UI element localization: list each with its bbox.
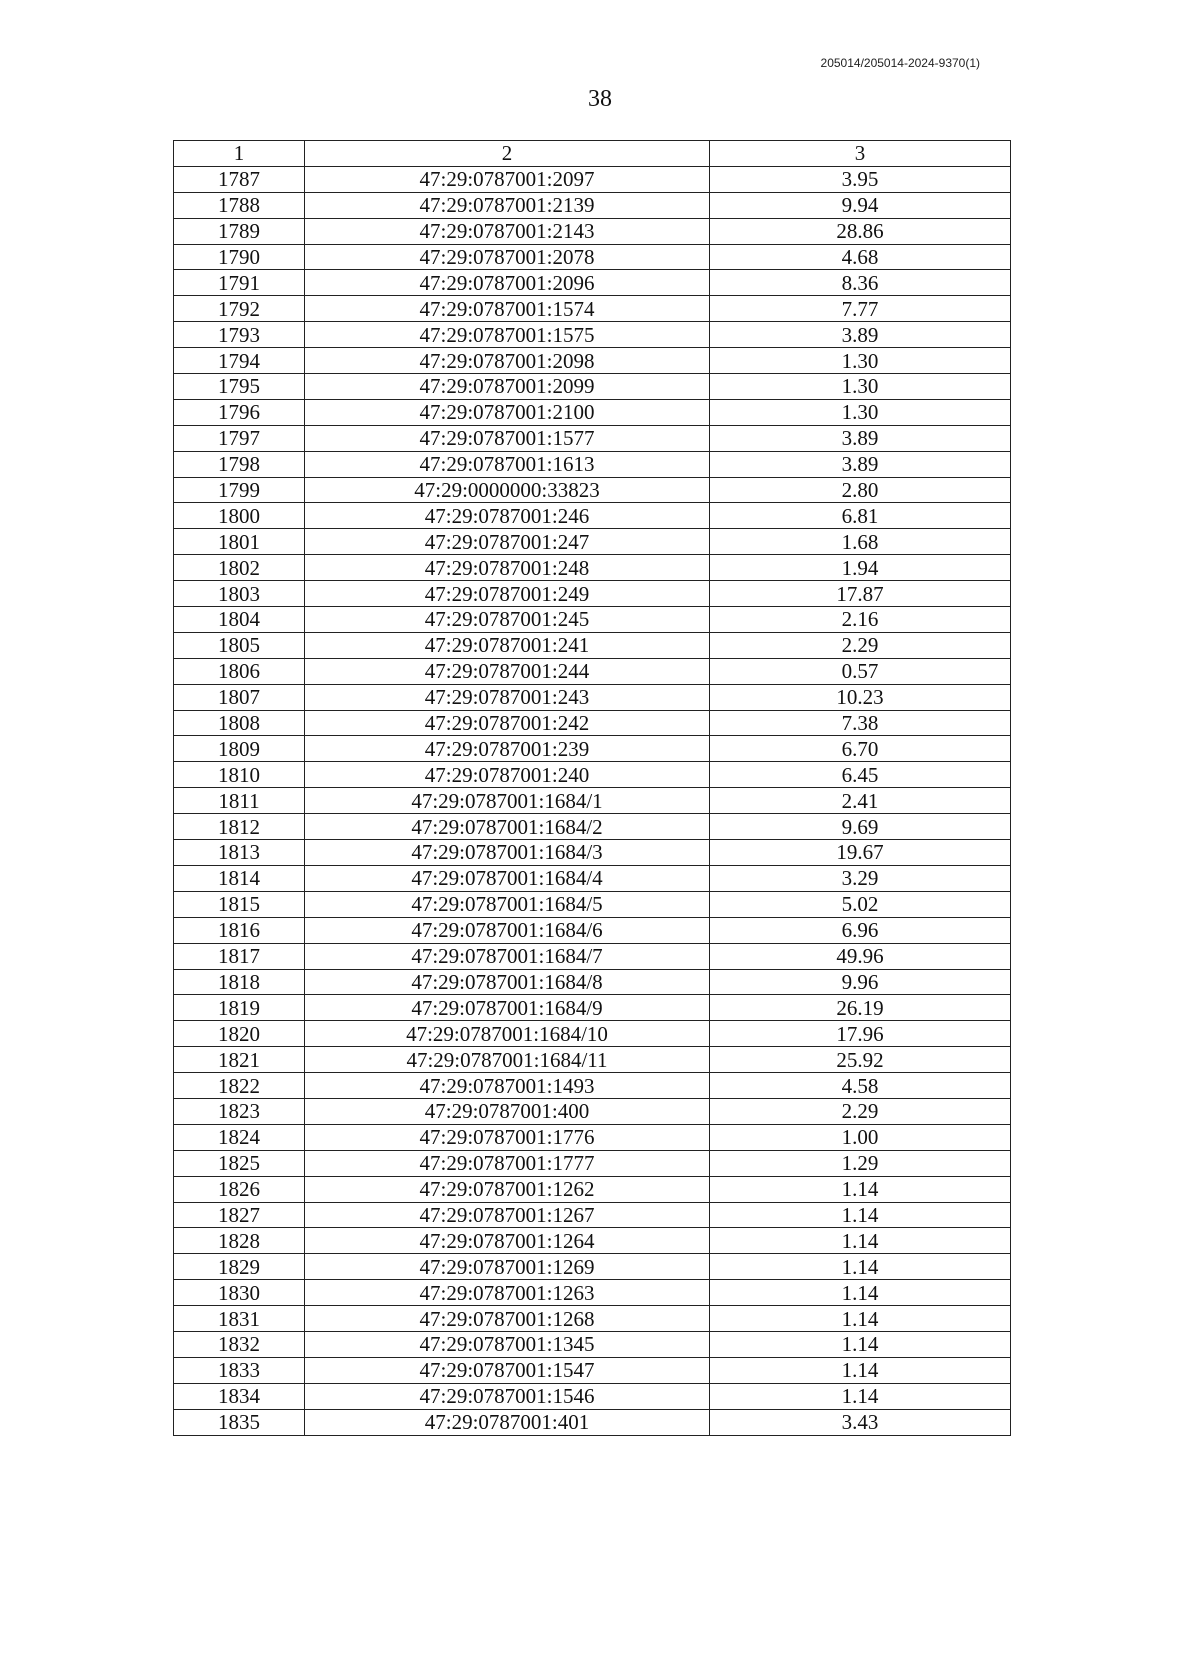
row-number-cell: 1804 bbox=[174, 607, 305, 633]
document-code: 205014/205014-2024-9370(1) bbox=[820, 56, 980, 70]
cadastral-number-cell: 47:29:0787001:2099 bbox=[305, 374, 710, 400]
value-cell: 3.89 bbox=[710, 425, 1011, 451]
table-row bbox=[174, 658, 1011, 684]
page-number: 38 bbox=[588, 86, 612, 112]
row-number-cell: 1831 bbox=[174, 1306, 305, 1332]
value-cell: 3.89 bbox=[710, 451, 1011, 477]
cadastral-number-cell: 47:29:0787001:2100 bbox=[305, 399, 710, 425]
row-number-cell: 1826 bbox=[174, 1176, 305, 1202]
table-row bbox=[174, 684, 1011, 710]
cadastral-number-cell: 47:29:0787001:243 bbox=[305, 684, 710, 710]
cadastral-number-cell: 47:29:0787001:241 bbox=[305, 632, 710, 658]
value-cell: 9.69 bbox=[710, 814, 1011, 840]
value-cell: 1.14 bbox=[710, 1306, 1011, 1332]
value-cell: 1.14 bbox=[710, 1228, 1011, 1254]
value-cell: 17.87 bbox=[710, 581, 1011, 607]
value-cell: 9.94 bbox=[710, 192, 1011, 218]
value-cell: 8.36 bbox=[710, 270, 1011, 296]
table-row bbox=[174, 788, 1011, 814]
row-number-cell: 1787 bbox=[174, 166, 305, 192]
value-cell: 3.89 bbox=[710, 322, 1011, 348]
row-number-cell: 1812 bbox=[174, 814, 305, 840]
value-cell: 4.58 bbox=[710, 1073, 1011, 1099]
row-number-cell: 1820 bbox=[174, 1021, 305, 1047]
value-cell: 49.96 bbox=[710, 943, 1011, 969]
table-row bbox=[174, 244, 1011, 270]
row-number-cell: 1791 bbox=[174, 270, 305, 296]
table-row bbox=[174, 607, 1011, 633]
parcel-table bbox=[173, 140, 1011, 1436]
table-row bbox=[174, 1228, 1011, 1254]
row-number-cell: 1805 bbox=[174, 632, 305, 658]
table-row bbox=[174, 270, 1011, 296]
cadastral-number-cell: 47:29:0787001:1684/8 bbox=[305, 969, 710, 995]
value-cell: 6.81 bbox=[710, 503, 1011, 529]
value-cell: 1.00 bbox=[710, 1124, 1011, 1150]
table-row bbox=[174, 529, 1011, 555]
cadastral-number-cell: 47:29:0787001:1262 bbox=[305, 1176, 710, 1202]
row-number-cell: 1821 bbox=[174, 1047, 305, 1073]
row-number-cell: 1815 bbox=[174, 891, 305, 917]
value-cell: 1.30 bbox=[710, 348, 1011, 374]
row-number-cell: 1822 bbox=[174, 1073, 305, 1099]
row-number-cell: 1799 bbox=[174, 477, 305, 503]
cadastral-number-cell: 47:29:0787001:244 bbox=[305, 658, 710, 684]
row-number-cell: 1819 bbox=[174, 995, 305, 1021]
row-number-cell: 1835 bbox=[174, 1409, 305, 1435]
cadastral-number-cell: 47:29:0787001:1684/2 bbox=[305, 814, 710, 840]
row-number-cell: 1802 bbox=[174, 555, 305, 581]
value-cell: 2.29 bbox=[710, 632, 1011, 658]
value-cell: 1.14 bbox=[710, 1254, 1011, 1280]
cadastral-number-cell: 47:29:0787001:2078 bbox=[305, 244, 710, 270]
column-header-3: 3 bbox=[710, 141, 1011, 167]
table-row bbox=[174, 348, 1011, 374]
value-cell: 2.41 bbox=[710, 788, 1011, 814]
row-number-cell: 1808 bbox=[174, 710, 305, 736]
cadastral-number-cell: 47:29:0787001:2143 bbox=[305, 218, 710, 244]
table-row bbox=[174, 503, 1011, 529]
cadastral-number-cell: 47:29:0787001:2096 bbox=[305, 270, 710, 296]
value-cell: 3.29 bbox=[710, 865, 1011, 891]
value-cell: 1.14 bbox=[710, 1202, 1011, 1228]
cadastral-number-cell: 47:29:0787001:249 bbox=[305, 581, 710, 607]
cadastral-number-cell: 47:29:0787001:245 bbox=[305, 607, 710, 633]
value-cell: 1.14 bbox=[710, 1331, 1011, 1357]
row-number-cell: 1814 bbox=[174, 865, 305, 891]
value-cell: 7.77 bbox=[710, 296, 1011, 322]
cadastral-number-cell: 47:29:0787001:246 bbox=[305, 503, 710, 529]
table-row bbox=[174, 917, 1011, 943]
cadastral-number-cell: 47:29:0787001:239 bbox=[305, 736, 710, 762]
cadastral-number-cell: 47:29:0787001:1267 bbox=[305, 1202, 710, 1228]
table-row bbox=[174, 296, 1011, 322]
cadastral-number-cell: 47:29:0787001:400 bbox=[305, 1098, 710, 1124]
value-cell: 1.14 bbox=[710, 1383, 1011, 1409]
table-row bbox=[174, 581, 1011, 607]
value-cell: 1.30 bbox=[710, 374, 1011, 400]
table-row bbox=[174, 1098, 1011, 1124]
table-row bbox=[174, 451, 1011, 477]
value-cell: 1.14 bbox=[710, 1176, 1011, 1202]
table-row bbox=[174, 1357, 1011, 1383]
table-row bbox=[174, 1073, 1011, 1099]
row-number-cell: 1810 bbox=[174, 762, 305, 788]
cadastral-number-cell: 47:29:0787001:248 bbox=[305, 555, 710, 581]
value-cell: 1.94 bbox=[710, 555, 1011, 581]
table-row bbox=[174, 1202, 1011, 1228]
row-number-cell: 1789 bbox=[174, 218, 305, 244]
row-number-cell: 1816 bbox=[174, 917, 305, 943]
table-row bbox=[174, 1409, 1011, 1435]
row-number-cell: 1823 bbox=[174, 1098, 305, 1124]
cadastral-number-cell: 47:29:0787001:1684/5 bbox=[305, 891, 710, 917]
table-row bbox=[174, 1021, 1011, 1047]
table-row bbox=[174, 1306, 1011, 1332]
cadastral-number-cell: 47:29:0787001:247 bbox=[305, 529, 710, 555]
cadastral-number-cell: 47:29:0787001:1684/9 bbox=[305, 995, 710, 1021]
table-row bbox=[174, 555, 1011, 581]
value-cell: 19.67 bbox=[710, 840, 1011, 866]
cadastral-number-cell: 47:29:0787001:2098 bbox=[305, 348, 710, 374]
row-number-cell: 1788 bbox=[174, 192, 305, 218]
table-row bbox=[174, 710, 1011, 736]
row-number-cell: 1824 bbox=[174, 1124, 305, 1150]
row-number-cell: 1807 bbox=[174, 684, 305, 710]
value-cell: 9.96 bbox=[710, 969, 1011, 995]
cadastral-number-cell: 47:29:0787001:1776 bbox=[305, 1124, 710, 1150]
value-cell: 2.16 bbox=[710, 607, 1011, 633]
cadastral-number-cell: 47:29:0787001:1546 bbox=[305, 1383, 710, 1409]
row-number-cell: 1809 bbox=[174, 736, 305, 762]
row-number-cell: 1795 bbox=[174, 374, 305, 400]
row-number-cell: 1834 bbox=[174, 1383, 305, 1409]
cadastral-number-cell: 47:29:0787001:1345 bbox=[305, 1331, 710, 1357]
row-number-cell: 1828 bbox=[174, 1228, 305, 1254]
column-header-1: 1 bbox=[174, 141, 305, 167]
cadastral-number-cell: 47:29:0787001:1574 bbox=[305, 296, 710, 322]
table-row bbox=[174, 762, 1011, 788]
value-cell: 17.96 bbox=[710, 1021, 1011, 1047]
value-cell: 1.14 bbox=[710, 1280, 1011, 1306]
row-number-cell: 1818 bbox=[174, 969, 305, 995]
table-row bbox=[174, 166, 1011, 192]
row-number-cell: 1793 bbox=[174, 322, 305, 348]
table-row bbox=[174, 943, 1011, 969]
row-number-cell: 1830 bbox=[174, 1280, 305, 1306]
table-row bbox=[174, 1280, 1011, 1306]
table-row bbox=[174, 1254, 1011, 1280]
table-row bbox=[174, 374, 1011, 400]
value-cell: 2.80 bbox=[710, 477, 1011, 503]
value-cell: 3.43 bbox=[710, 1409, 1011, 1435]
value-cell: 1.29 bbox=[710, 1150, 1011, 1176]
table-row bbox=[174, 425, 1011, 451]
table-row bbox=[174, 969, 1011, 995]
row-number-cell: 1825 bbox=[174, 1150, 305, 1176]
cadastral-number-cell: 47:29:0000000:33823 bbox=[305, 477, 710, 503]
row-number-cell: 1811 bbox=[174, 788, 305, 814]
cadastral-number-cell: 47:29:0787001:2139 bbox=[305, 192, 710, 218]
table-row bbox=[174, 1176, 1011, 1202]
table-row bbox=[174, 399, 1011, 425]
value-cell: 6.70 bbox=[710, 736, 1011, 762]
cadastral-number-cell: 47:29:0787001:1493 bbox=[305, 1073, 710, 1099]
cadastral-number-cell: 47:29:0787001:1777 bbox=[305, 1150, 710, 1176]
value-cell: 1.68 bbox=[710, 529, 1011, 555]
value-cell: 5.02 bbox=[710, 891, 1011, 917]
row-number-cell: 1797 bbox=[174, 425, 305, 451]
row-number-cell: 1803 bbox=[174, 581, 305, 607]
table-body bbox=[174, 166, 1011, 1435]
table-row bbox=[174, 192, 1011, 218]
cadastral-number-cell: 47:29:0787001:1575 bbox=[305, 322, 710, 348]
table-row bbox=[174, 814, 1011, 840]
value-cell: 3.95 bbox=[710, 166, 1011, 192]
table-row bbox=[174, 477, 1011, 503]
cadastral-number-cell: 47:29:0787001:401 bbox=[305, 1409, 710, 1435]
value-cell: 4.68 bbox=[710, 244, 1011, 270]
row-number-cell: 1832 bbox=[174, 1331, 305, 1357]
row-number-cell: 1794 bbox=[174, 348, 305, 374]
cadastral-number-cell: 47:29:0787001:1684/3 bbox=[305, 840, 710, 866]
cadastral-number-cell: 47:29:0787001:242 bbox=[305, 710, 710, 736]
cadastral-number-cell: 47:29:0787001:1684/1 bbox=[305, 788, 710, 814]
value-cell: 26.19 bbox=[710, 995, 1011, 1021]
table-row bbox=[174, 218, 1011, 244]
cadastral-number-cell: 47:29:0787001:1264 bbox=[305, 1228, 710, 1254]
cadastral-number-cell: 47:29:0787001:1268 bbox=[305, 1306, 710, 1332]
row-number-cell: 1801 bbox=[174, 529, 305, 555]
cadastral-number-cell: 47:29:0787001:1684/6 bbox=[305, 917, 710, 943]
value-cell: 6.96 bbox=[710, 917, 1011, 943]
table-row bbox=[174, 1047, 1011, 1073]
value-cell: 0.57 bbox=[710, 658, 1011, 684]
table-row bbox=[174, 865, 1011, 891]
table-row bbox=[174, 1331, 1011, 1357]
value-cell: 28.86 bbox=[710, 218, 1011, 244]
value-cell: 2.29 bbox=[710, 1098, 1011, 1124]
table-header-row bbox=[174, 141, 1011, 167]
value-cell: 6.45 bbox=[710, 762, 1011, 788]
table-row bbox=[174, 995, 1011, 1021]
row-number-cell: 1817 bbox=[174, 943, 305, 969]
row-number-cell: 1829 bbox=[174, 1254, 305, 1280]
cadastral-number-cell: 47:29:0787001:1577 bbox=[305, 425, 710, 451]
column-header-2: 2 bbox=[305, 141, 710, 167]
row-number-cell: 1790 bbox=[174, 244, 305, 270]
row-number-cell: 1792 bbox=[174, 296, 305, 322]
row-number-cell: 1800 bbox=[174, 503, 305, 529]
value-cell: 1.14 bbox=[710, 1357, 1011, 1383]
table-row bbox=[174, 1150, 1011, 1176]
cadastral-number-cell: 47:29:0787001:2097 bbox=[305, 166, 710, 192]
cadastral-number-cell: 47:29:0787001:1613 bbox=[305, 451, 710, 477]
row-number-cell: 1806 bbox=[174, 658, 305, 684]
row-number-cell: 1798 bbox=[174, 451, 305, 477]
cadastral-number-cell: 47:29:0787001:1684/11 bbox=[305, 1047, 710, 1073]
table-row bbox=[174, 632, 1011, 658]
value-cell: 10.23 bbox=[710, 684, 1011, 710]
table-row bbox=[174, 1124, 1011, 1150]
cadastral-number-cell: 47:29:0787001:1684/10 bbox=[305, 1021, 710, 1047]
value-cell: 7.38 bbox=[710, 710, 1011, 736]
cadastral-number-cell: 47:29:0787001:1684/4 bbox=[305, 865, 710, 891]
table-row bbox=[174, 891, 1011, 917]
table-row bbox=[174, 840, 1011, 866]
value-cell: 1.30 bbox=[710, 399, 1011, 425]
table-row bbox=[174, 322, 1011, 348]
row-number-cell: 1813 bbox=[174, 840, 305, 866]
row-number-cell: 1827 bbox=[174, 1202, 305, 1228]
cadastral-number-cell: 47:29:0787001:1269 bbox=[305, 1254, 710, 1280]
cadastral-number-cell: 47:29:0787001:1684/7 bbox=[305, 943, 710, 969]
row-number-cell: 1796 bbox=[174, 399, 305, 425]
cadastral-number-cell: 47:29:0787001:240 bbox=[305, 762, 710, 788]
table-row bbox=[174, 736, 1011, 762]
row-number-cell: 1833 bbox=[174, 1357, 305, 1383]
value-cell: 25.92 bbox=[710, 1047, 1011, 1073]
cadastral-number-cell: 47:29:0787001:1263 bbox=[305, 1280, 710, 1306]
table-row bbox=[174, 1383, 1011, 1409]
cadastral-number-cell: 47:29:0787001:1547 bbox=[305, 1357, 710, 1383]
